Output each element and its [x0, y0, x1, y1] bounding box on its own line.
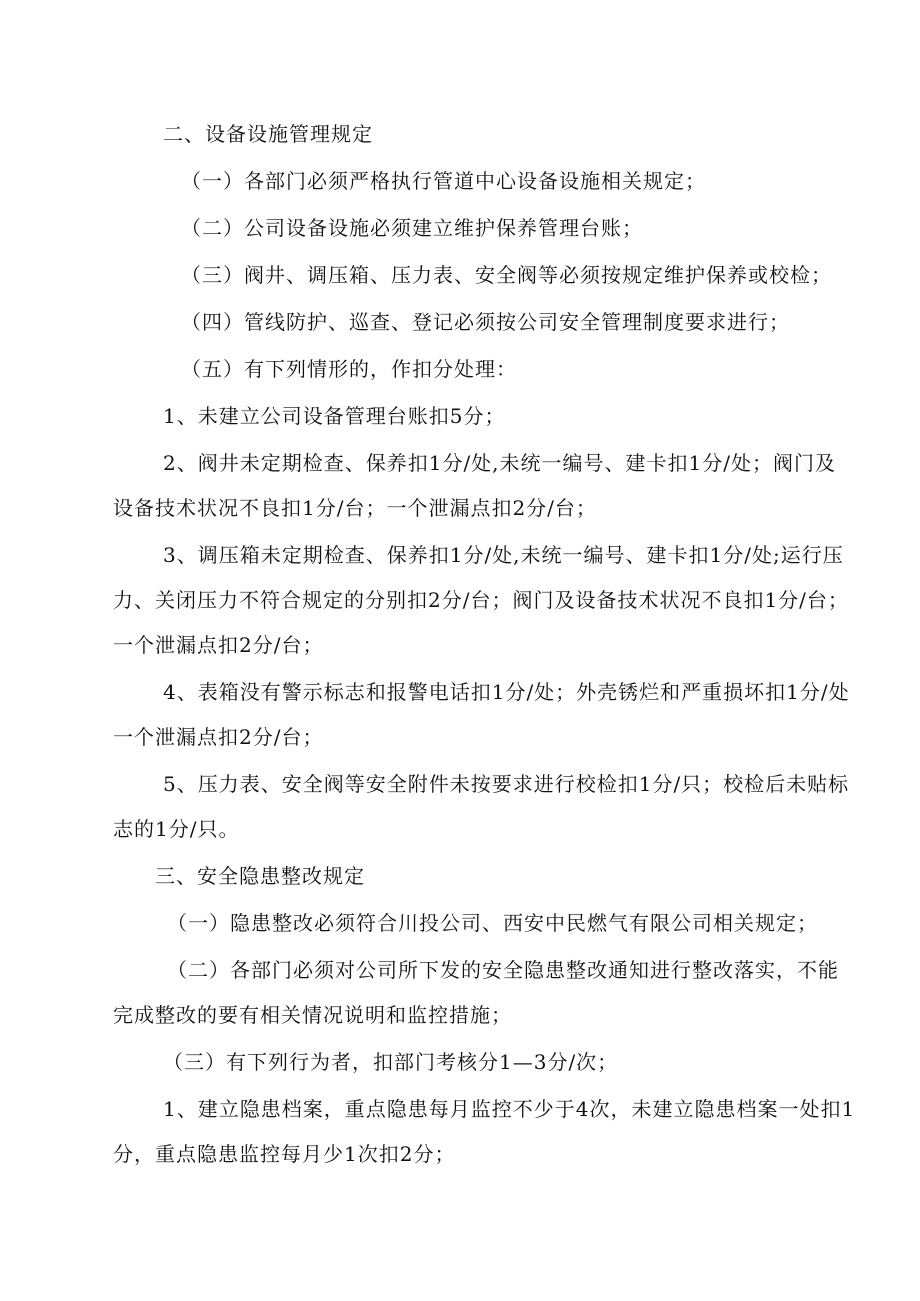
- section-3-item-2-line-2: 完成整改的要有相关情况说明和监控措施；: [113, 1003, 512, 1027]
- section-2-rule-2-line-1: 2、阀井未定期检查、保养扣1分/处,未统一编号、建卡扣1分/处；阀门及: [163, 451, 837, 475]
- section-2-heading: 二、设备设施管理规定: [163, 122, 373, 146]
- section-3-rule-1-line-2: 分，重点隐患监控每月少1次扣2分；: [113, 1142, 456, 1166]
- section-2-rule-4-line-2: 一个泄漏点扣2分/台；: [113, 725, 324, 749]
- section-2-rule-5-line-1: 5、压力表、安全阀等安全附件未按要求进行校检扣1分/只；校检后未贴标: [163, 772, 850, 796]
- section-3-item-3: （三）有下列行为者，扣部门考核分1—3分/次；: [163, 1050, 619, 1074]
- section-2-item-2: （二）公司设备设施必须建立维护保养管理台账；: [181, 216, 643, 240]
- section-2-item-5: （五）有下列情形的，作扣分处理：: [181, 357, 517, 381]
- section-2-rule-2-line-2: 设备技术状况不良扣1分/台；一个泄漏点扣2分/台；: [113, 496, 597, 520]
- section-2-rule-4-line-1: 4、表箱没有警示标志和报警电话扣1分/处；外壳锈烂和严重损坏扣1分/处: [163, 680, 850, 704]
- section-2-item-4: （四）管线防护、巡查、登记必须按公司安全管理制度要求进行；: [181, 310, 790, 334]
- section-3-item-2-line-1: （二）各部门必须对公司所下发的安全隐患整改通知进行整改落实，不能: [167, 958, 839, 982]
- section-2-item-3: （三）阀井、调压箱、压力表、安全阀等必须按规定维护保养或校检；: [181, 263, 832, 287]
- section-2-rule-5-line-2: 志的1分/只。: [113, 817, 240, 841]
- section-3-rule-1-line-1: 1、建立隐患档案，重点隐患每月监控不少于4次，未建立隐患档案一处扣1: [163, 1097, 856, 1121]
- section-2-rule-1-line-1: 1、未建立公司设备管理台账扣5分；: [163, 404, 506, 428]
- section-2-rule-3-line-1: 3、调压箱未定期检查、保养扣1分/处,未统一编号、建卡扣1分/处;运行压: [163, 543, 844, 567]
- section-2-rule-3-line-3: 一个泄漏点扣2分/台；: [113, 633, 324, 657]
- section-3-heading: 三、安全隐患整改规定: [155, 864, 365, 888]
- section-2-rule-3-line-2: 力、关闭压力不符合规定的分别扣2分/台；阀门及设备技术状况不良扣1分/台；: [113, 588, 849, 612]
- section-3-item-1: （一）隐患整改必须符合川投公司、西安中民燃气有限公司相关规定；: [167, 911, 818, 935]
- section-2-item-1: （一）各部门必须严格执行管道中心设备设施相关规定；: [181, 169, 706, 193]
